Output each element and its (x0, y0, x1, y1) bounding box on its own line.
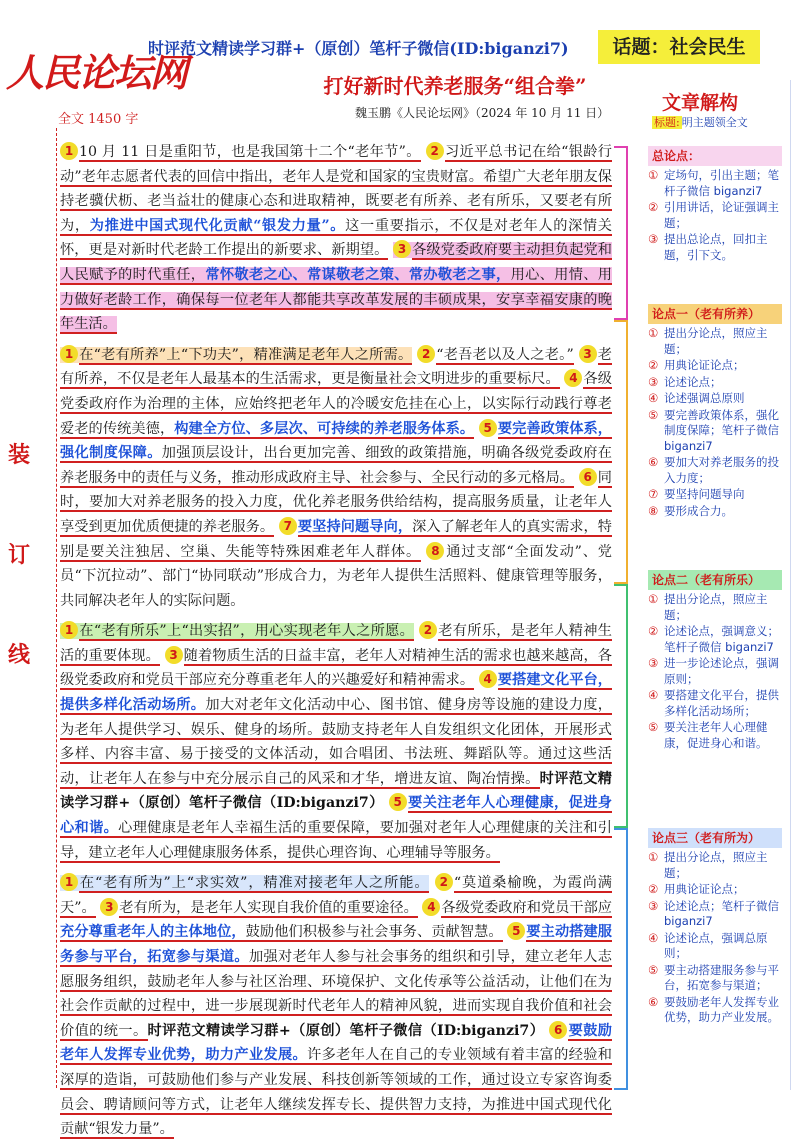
analysis-item-number: ③ (648, 232, 659, 246)
word-count: 全文 1450 字 (58, 112, 139, 127)
section-list-intro (648, 168, 782, 264)
analysis-item (648, 850, 782, 881)
key-phrase: 要关注老年人心理健康，促进身心和谐。 (60, 795, 612, 837)
logo: 人民论坛网 (6, 50, 187, 95)
marker: 3 (165, 646, 183, 664)
key-phrase: 要搭建文化平台，提供多样化活动场所。 (60, 672, 612, 714)
analysis-item-number: ⑦ (648, 487, 659, 501)
analysis-item (648, 504, 782, 520)
bracket-point2 (614, 584, 628, 828)
marker: 6 (579, 468, 597, 486)
analysis-item-text: 要关注老年人心理健康，促进身心和谐。 (664, 720, 768, 750)
analysis-item-number: ③ (648, 374, 659, 389)
marker: 8 (426, 542, 444, 560)
key-phrase: 构建全方位、多层次、可持续的养老服务体系。 (174, 420, 475, 437)
analysis-item-number: ④ (648, 930, 659, 945)
analysis-item-number: ② (648, 882, 659, 896)
section-head-point3: 论点三（老有所为） (648, 828, 782, 848)
marker: 5 (507, 922, 525, 940)
analysis-item (648, 168, 782, 199)
key-phrase: 要完善政策体系，强化制度保障。 (60, 420, 612, 462)
bracket-intro (614, 146, 628, 320)
analysis-item-number: ④ (648, 688, 659, 702)
analysis-item-text: 提出分论点，照应主题； (664, 326, 768, 356)
paragraph-point2: 1 在“老有所乐”上“出实招”，用心实现老年人之所愿。 2 老有所乐，是老年人精神生活的重要体现。 3 随着物质生活的日益丰富，老年人对精神生活的需求也越来越高，各级党委政府和党员干部应充分尊重老年人的兴趣爱好和精神需求。 4 要搭建文化平台，提供多样化活动场所。加大对老年文化活动中心、图书馆、健身房等设施的建设力度，为老年人提供学习、娱乐、健身的场所。鼓励支持老年人自发组织文化团体，开展形式多样、内容丰富、易于接受的文体活动，如合唱团、书法班、舞蹈队等。通过这些活动，让老年人在参与中充分展示自己的风采和才华，增进友谊、陶冶情操。时评范文精读学习群+（原创）笔杆子微信（ID:biganzi7） 5 要关注老年人心理健康，促进身心和谐。心理健康是老年人幸福生活的重要保障，要加强对老年人心理健康的关注和引导，建立老年人心理健康服务体系，提供心理咨询、心理辅导等服务。 (60, 623, 612, 861)
analysis-item-text: 要搭建文化平台，提供多样化活动场所； (664, 688, 779, 718)
marker: 3 (579, 345, 597, 363)
analysis-item-text: 要形成合力。 (664, 503, 733, 518)
topic-badge: 话题：社会民生 (598, 30, 760, 64)
analysis-item (648, 592, 782, 623)
analysis-item (648, 326, 782, 357)
marker: 1 (60, 142, 78, 160)
marker: 5 (389, 793, 407, 811)
analysis-item (648, 232, 782, 263)
analysis-item-number: ② (648, 200, 659, 214)
section-list-point1 (648, 326, 782, 520)
marker: 7 (279, 517, 297, 535)
analysis-item-text: 定场句，引出主题；笔杆子微信 biganzi7 (664, 168, 779, 198)
bracket-point1 (614, 320, 628, 584)
key-phrase: 充分尊重老年人的主体地位， (60, 924, 246, 941)
analysis-item (648, 455, 782, 486)
analysis-item-text: 论述论点； (664, 374, 722, 389)
binding-char-1: 装 (8, 443, 31, 468)
analysis-item-number: ① (648, 168, 659, 182)
key-phrase: 常怀敬老之心、常谋敬老之策、常办敬老之事， (205, 266, 511, 283)
marker: 2 (426, 142, 444, 160)
analysis-item-number: ⑥ (648, 994, 659, 1009)
analysis-item (648, 882, 782, 898)
key-phrase: 要鼓励老年人发挥专业优势，助力产业发展。 (60, 1022, 612, 1064)
marker: 4 (564, 369, 582, 387)
analysis-subtitle: 标题: 明主题领全文 (654, 116, 748, 129)
analysis-item-number: ① (648, 592, 659, 606)
binding-char-3: 线 (8, 643, 31, 668)
analysis-item-text: 要鼓励老年人发挥专业优势，助力产业发展。 (664, 994, 779, 1024)
analysis-item-number: ⑤ (648, 962, 659, 977)
marker: 6 (549, 1021, 567, 1039)
analysis-item (648, 931, 782, 962)
analysis-item-text: 提出总论点，回扣主题，引下文。 (664, 232, 768, 262)
analysis-item (648, 487, 782, 503)
analysis-item-text: 论述强调总原则 (664, 391, 745, 405)
analysis-item-number: ① (648, 850, 659, 864)
analysis-item-text: 提出分论点，照应主题； (664, 850, 768, 880)
analysis-item (648, 899, 782, 930)
marker: 2 (417, 345, 435, 363)
analysis-item-number: ② (648, 358, 659, 372)
marker: 3 (393, 240, 411, 258)
paragraph-point3: 1 在“老有所为”上“求实效”，精准对接老年人之所能。 2 “莫道桑榆晚，为霞尚满天”。 3 老有所为，是老年人实现自我价值的重要途径。 4 各级党委政府和党员干部应充分尊重老年人的主体地位，鼓励他们积极参与社会事务、贡献智慧。 5 要主动搭建服务参与平台，拓宽参与渠道。加强对老年人参与社会事务的组织和引导，建立老年人志愿服务组织，鼓励老年人参与社区治理、环境保护、文化传承等公益活动，让他们在为社会作贡献的过程中，进一步展现新时代老年人的精神风貌，进而实现自我价值和社会价值的统一。时评范文精读学习群+（原创）笔杆子微信（ID:biganzi7） 6 要鼓励老年人发挥专业优势，助力产业发展。许多老年人在自己的专业领域有着丰富的经验和深厚的造诣，可鼓励他们参与产业发展、科技创新等领域的工作，通过设立专家咨询委员会、聘请顾问等方式，让老年人继续发挥专长、提供智力支持，为推进中国式现代化贡献“银发力量”。 (60, 875, 612, 1138)
analysis-item (648, 624, 782, 655)
marker: 2 (435, 873, 453, 891)
binding-char-2: 订 (8, 543, 31, 568)
marker: 1 (60, 873, 78, 891)
analysis-item-text: 要主动搭建服务参与平台，拓宽参与渠道； (664, 962, 779, 992)
binding-line (56, 128, 57, 1088)
marker: 1 (60, 345, 78, 363)
analysis-item (648, 358, 782, 374)
marker: 5 (479, 419, 497, 437)
article-title: 打好新时代养老服务“组合拳” (323, 74, 587, 98)
key-phrase: 要坚持问题导向， (297, 518, 413, 535)
analysis-item (648, 995, 782, 1026)
analysis-item-text: 提出分论点，照应主题； (664, 592, 768, 622)
analysis-item-number: ③ (648, 656, 659, 670)
paragraph-point1: 1 在“老有所养”上“下功夫”，精准满足老年人之所需。 2 “老吾老以及人之老。” 3 老有所养，不仅是老年人最基本的生活需求，更是衡量社会文明进步的重要标尺。 4 各级党委政府作为治理的主体，应始终把老年人的冷暖安危挂在心上，以实际行动践行尊老爱老的传统美德，构建全方位、多层次、可持续的养老服务体系。 5 要完善政策体系，强化制度保障。加强顶层设计，出台更加完善、细致的政策措施，明确各级党委政府在养老服务中的责任与义务，推动形成政府主导、社会参与、全民行动的多元格局。 6 同时，要加大对养老服务的投入力度，优化养老服务供给结构，提高服务质量，让老年人享受到更加优质便捷的养老服务。 7 要坚持问题导向，深入了解老年人的真实需求，特别是要关注独居、空巢、失能等特殊困难老年人群体。 8 通过支部“全面发动”、党员“下沉拉动”、部门“协同联动”形成合力，为老年人提供生活照料、健康管理等服务，共同解决老年人的实际问题。 (60, 346, 612, 609)
marker: 4 (479, 670, 497, 688)
analysis-item-text: 要完善政策体系，强化制度保障；笔杆子微信 biganzi7 (664, 407, 779, 453)
analysis-item (648, 720, 782, 751)
analysis-item-number: ③ (648, 898, 659, 913)
analysis-item-text: 引用讲话，论证强调主题； (664, 200, 779, 230)
paragraph-intro: 1 10 月 11 日是重阳节，也是我国第十二个“老年节”。 2 习近平总书记在给“银龄行动”老年志愿者代表的回信中指出，老年人是党和国家的宝贵财富。希望广大老年朋友保持老骥伏枥、老当益壮的健康心态和进取精神，既要老有所养、老有所乐，又要老有所为，为推进中国式现代化贡献“银发力量”。这一重要指示，不仅是对老年人的深情关怀，更是对新时代老龄工作提出的新要求、新期望。 3 各级党委政府要主动担负起党和人民赋予的时代重任，常怀敬老之心、常谋敬老之策、常办敬老之事，用心、用情、用力做好老龄工作，确保每一位老年人都能共享改革发展的丰硕成果，安享幸福安康的晚年生活。 (60, 144, 612, 333)
analysis-item-text: 论述论点，强调意义；笔杆子微信 biganzi7 (664, 624, 779, 654)
key-phrase: 要主动搭建服务参与平台，拓宽参与渠道。 (60, 924, 612, 965)
section-list-point3 (648, 850, 782, 1027)
key-phrase: 为推进中国式现代化贡献“银发力量”。 (89, 217, 346, 234)
analysis-item (648, 375, 782, 391)
marker: 4 (422, 898, 440, 916)
analysis-item-text: 用典论证论点； (664, 882, 745, 896)
marker: 1 (60, 621, 78, 639)
analysis-item-text: 进一步论述论点，强调原则； (664, 656, 779, 686)
bracket-point3 (614, 828, 628, 1090)
promo-header: 时评范文精读学习群+（原创）笔杆子微信(ID:biganzi7) (148, 39, 569, 58)
analysis-item (648, 408, 782, 455)
article-body (60, 140, 612, 1148)
section-head-point2: 论点二（老有所乐） (648, 570, 782, 590)
analysis-item-text: 论述论点，强调总原则； (664, 930, 768, 960)
section-list-point2 (648, 592, 782, 752)
analysis-item (648, 391, 782, 407)
analysis-item-text: 要加大对养老服务的投入力度； (664, 455, 779, 485)
analysis-item-number: ① (648, 326, 659, 340)
promo-inline: 时评范文精读学习群+（原创）笔杆子微信（ID:biganzi7） (60, 770, 612, 812)
marker: 2 (419, 621, 437, 639)
analysis-item (648, 656, 782, 687)
analysis-item (648, 200, 782, 231)
analysis-item-number: ⑤ (648, 720, 659, 734)
analysis-item-number: ⑤ (648, 407, 659, 422)
promo-inline: 时评范文精读学习群+（原创）笔杆子微信（ID:biganzi7） (147, 1022, 545, 1039)
analysis-item-text: 论述论点；笔杆子微信 biganzi7 (664, 898, 779, 928)
section-head-intro: 总论点： (648, 146, 782, 166)
analysis-item-text: 要坚持问题导向 (664, 487, 745, 501)
analysis-item-number: ④ (648, 391, 659, 405)
analysis-item (648, 963, 782, 994)
analysis-item-text: 用典论证论点； (664, 358, 745, 372)
analysis-item-number: ⑥ (648, 455, 659, 469)
article-byline: 魏玉鹏《人民论坛网》（2024 年 10 月 11 日） (355, 106, 610, 120)
analysis-item (648, 688, 782, 719)
analysis-item-number: ⑧ (648, 503, 659, 518)
analysis-title: 文章解构 (662, 92, 739, 114)
section-head-point1: 论点一（老有所养） (648, 304, 782, 324)
analysis-item-number: ② (648, 624, 659, 638)
marker: 3 (100, 898, 118, 916)
sidebar-divider (790, 80, 791, 1090)
